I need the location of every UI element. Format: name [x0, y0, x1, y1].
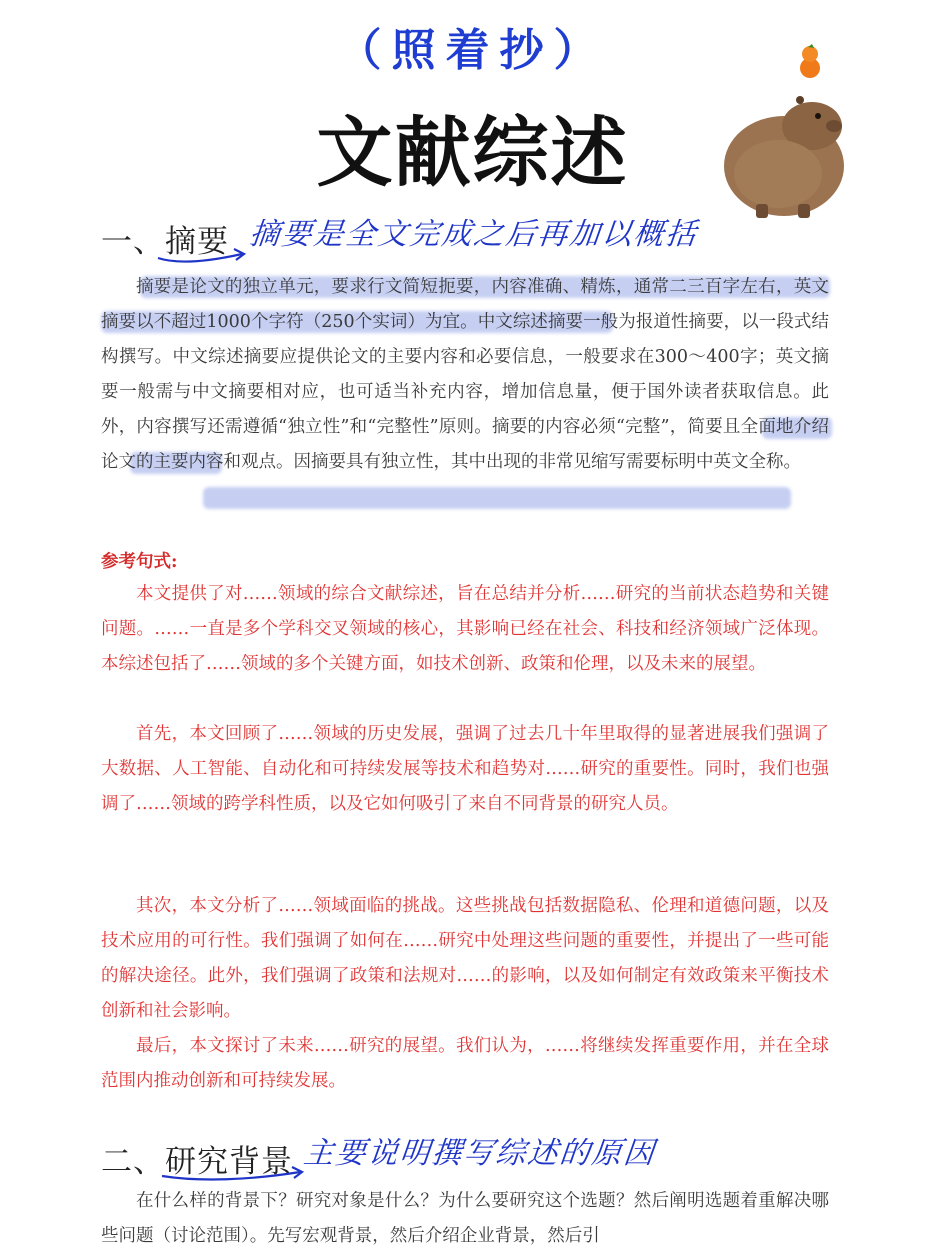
section-heading-abstract: 一、摘要: [101, 224, 229, 260]
capybara-mascot-icon: [722, 44, 846, 220]
reference-label: 参考句式:: [101, 552, 178, 572]
heading-underline-arrow: [156, 246, 252, 266]
highlight-mark: [203, 487, 791, 509]
handwritten-note-abstract: 摘要是全文完成之后再加以概括: [247, 217, 700, 252]
reference-paragraph-1: 本文提供了对……领域的综合文献综述，旨在总结并分析……研究的当前状态趋势和关键问题。……一直是多个学科交叉领域的核心，其影响已经在社会、科技和经济领域广泛体现。本综述包括了……领域的多个关键方面，如技术创新、政策和伦理，以及未来的展望。: [101, 584, 829, 674]
handwritten-note-background: 主要说明撰写综述的原因: [301, 1136, 658, 1171]
page-title: 文献综述: [316, 108, 629, 197]
page-top-label: （照着抄）: [337, 25, 608, 76]
reference-paragraph-4: 最后，本文探讨了未来……研究的展望。我们认为，……将继续发挥重要作用，并在全球范围内推动创新和可持续发展。: [101, 1036, 829, 1091]
section-heading-background: 二、研究背景: [101, 1144, 293, 1180]
reference-paragraph-3: 其次，本文分析了……领域面临的挑战。这些挑战包括数据隐私、伦理和道德问题，以及技术应用的可行性。我们强调了如何在……研究中处理这些问题的重要性，并提出了一些可能的解决途径。此外，我们强调了政策和法规对……的影响，以及如何制定有效政策来平衡技术创新和社会影响。: [101, 896, 829, 1021]
heading-underline-arrow: [160, 1164, 310, 1184]
reference-paragraph-2: 首先，本文回顾了……领域的历史发展，强调了过去几十年里取得的显著进展我们强调了大数据、人工智能、自动化和可持续发展等技术和趋势对……研究的重要性。同时，我们也强调了……领域的跨学科性质，以及它如何吸引了来自不同背景的研究人员。: [101, 724, 829, 814]
background-paragraph: 在什么样的背景下？研究对象是什么？为什么要研究这个选题？然后阐明选题着重解决哪些问题（讨论范围）。先写宏观背景，然后介绍企业背景，然后引: [101, 1191, 829, 1246]
abstract-paragraph: 摘要是论文的独立单元，要求行文简短扼要，内容准确、精炼，通常二三百字左右，英文摘要以不超过1000个字符（250个实词）为宜。中文综述摘要一般为报道性摘要，以一段式结构撰写。中文综述摘要应提供论文的主要内容和必要信息，一般要求在300～400字；英文摘要一般需与中文摘要相对应，也可适当补充内容，增加信息量，便于国外读者获取信息。此外，内容撰写还需遵循“独立性”和“完整性”原则。摘要的内容必须“完整”，简要且全面地介绍论文的主要内容和观点。因摘要具有独立性，其中出现的非常见缩写需要标明中英文全称。: [101, 277, 829, 472]
